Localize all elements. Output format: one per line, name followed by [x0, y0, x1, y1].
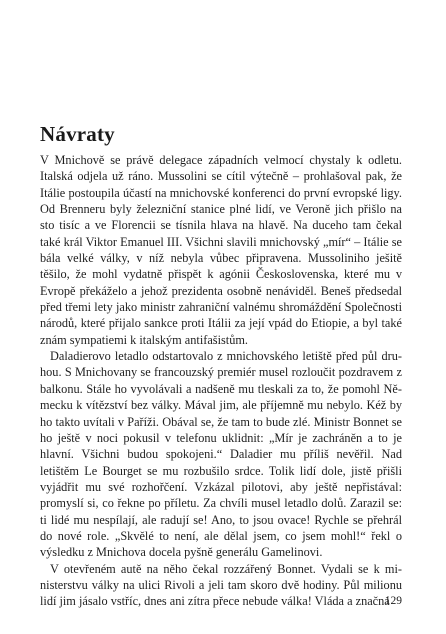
paragraph: Daladierovo letadlo odstartovalo z mnichovského letiště před půl druhou. S Mnichovany se francouzský premiér musel rozloučit pozdravem z balkonu. Stále ho vyvolávali a nadšeně mu tleskali za to, že pomohl Německu k vítězství bez války. Mával jim, ale příjemně mu nebylo. Kéž by ho takto uvítali v Paříži. Obával se, že tam to bude zlé. Ministr Bonnet se ho ještě v noci pokusil v telefonu uklidnit: „Mír je zachráněn a to je hlavní. Všichni budou spokojeni.“ Daladier mu příliš nevěřil. Nad letištěm Le Bourget se mu rozbušilo srdce. Tolik lidí dole, jistě přišli vyjádřit mu své rozhořčení. Vzkázal pilotovi, aby ještě nepřistával: promyslí si, co řekne po příletu. Za chvíli musel letadlo dolů. Zarazil se: ti lidé mu nespílají, ale radují se! Ano, to jsou ovace! Rychle se přehrál do nové role. „Skvělé to není, ale dělal jsem, co jsem mohl!“ řekl o výsledku z Mnichova docela pyšně generálu Gamelinovi. — [40, 349, 402, 560]
page-number: 129 — [384, 595, 402, 607]
paragraph: V otevřeném autě na něho čekal rozzářený Bonnet. Vydali se k ministerstvu války na ulici Rivoli a jeli tam skoro dvě hodiny. Půl milionu lidí jim jásalo vstříc, dnes ani zítra přece nebude válka! Vláda a značná — [40, 561, 402, 609]
body-text — [40, 152, 402, 610]
paragraph: V Mnichově se právě delegace západních velmocí chystaly k odletu. Italská odjela už ráno. Mussolini se cítil výtečně – prohlašoval pak, že Itálie postoupila účastí na mnichovské konferenci do první evropské ligy. Od Brenneru byly železniční stanice plné lidí, ve Veroně jich přišlo na sto tisíc a ve Florencii se tísnila hlava na hlavě. Na duceho tam čekal také král Viktor Emanuel III. Všichni slavili mnichovský „mír“ – Itálie se bála velké války, v níž nebyla vůbec připravena. Mussoliniho ješitě těšilo, že mohl vydatně přispět k agónii Československa, které mu v Evropě překáželo a jehož prezidenta osobně nenáviděl. Beneš předsedal před třemi lety jako ministr zahraniční valnému shromáždění Společnosti národů, které přijalo sankce proti Itálii za její vpád do Etiopie, a byl také znám sympatiemi k italským antifašistům. — [40, 153, 402, 347]
chapter-title: Návraty — [40, 122, 115, 146]
